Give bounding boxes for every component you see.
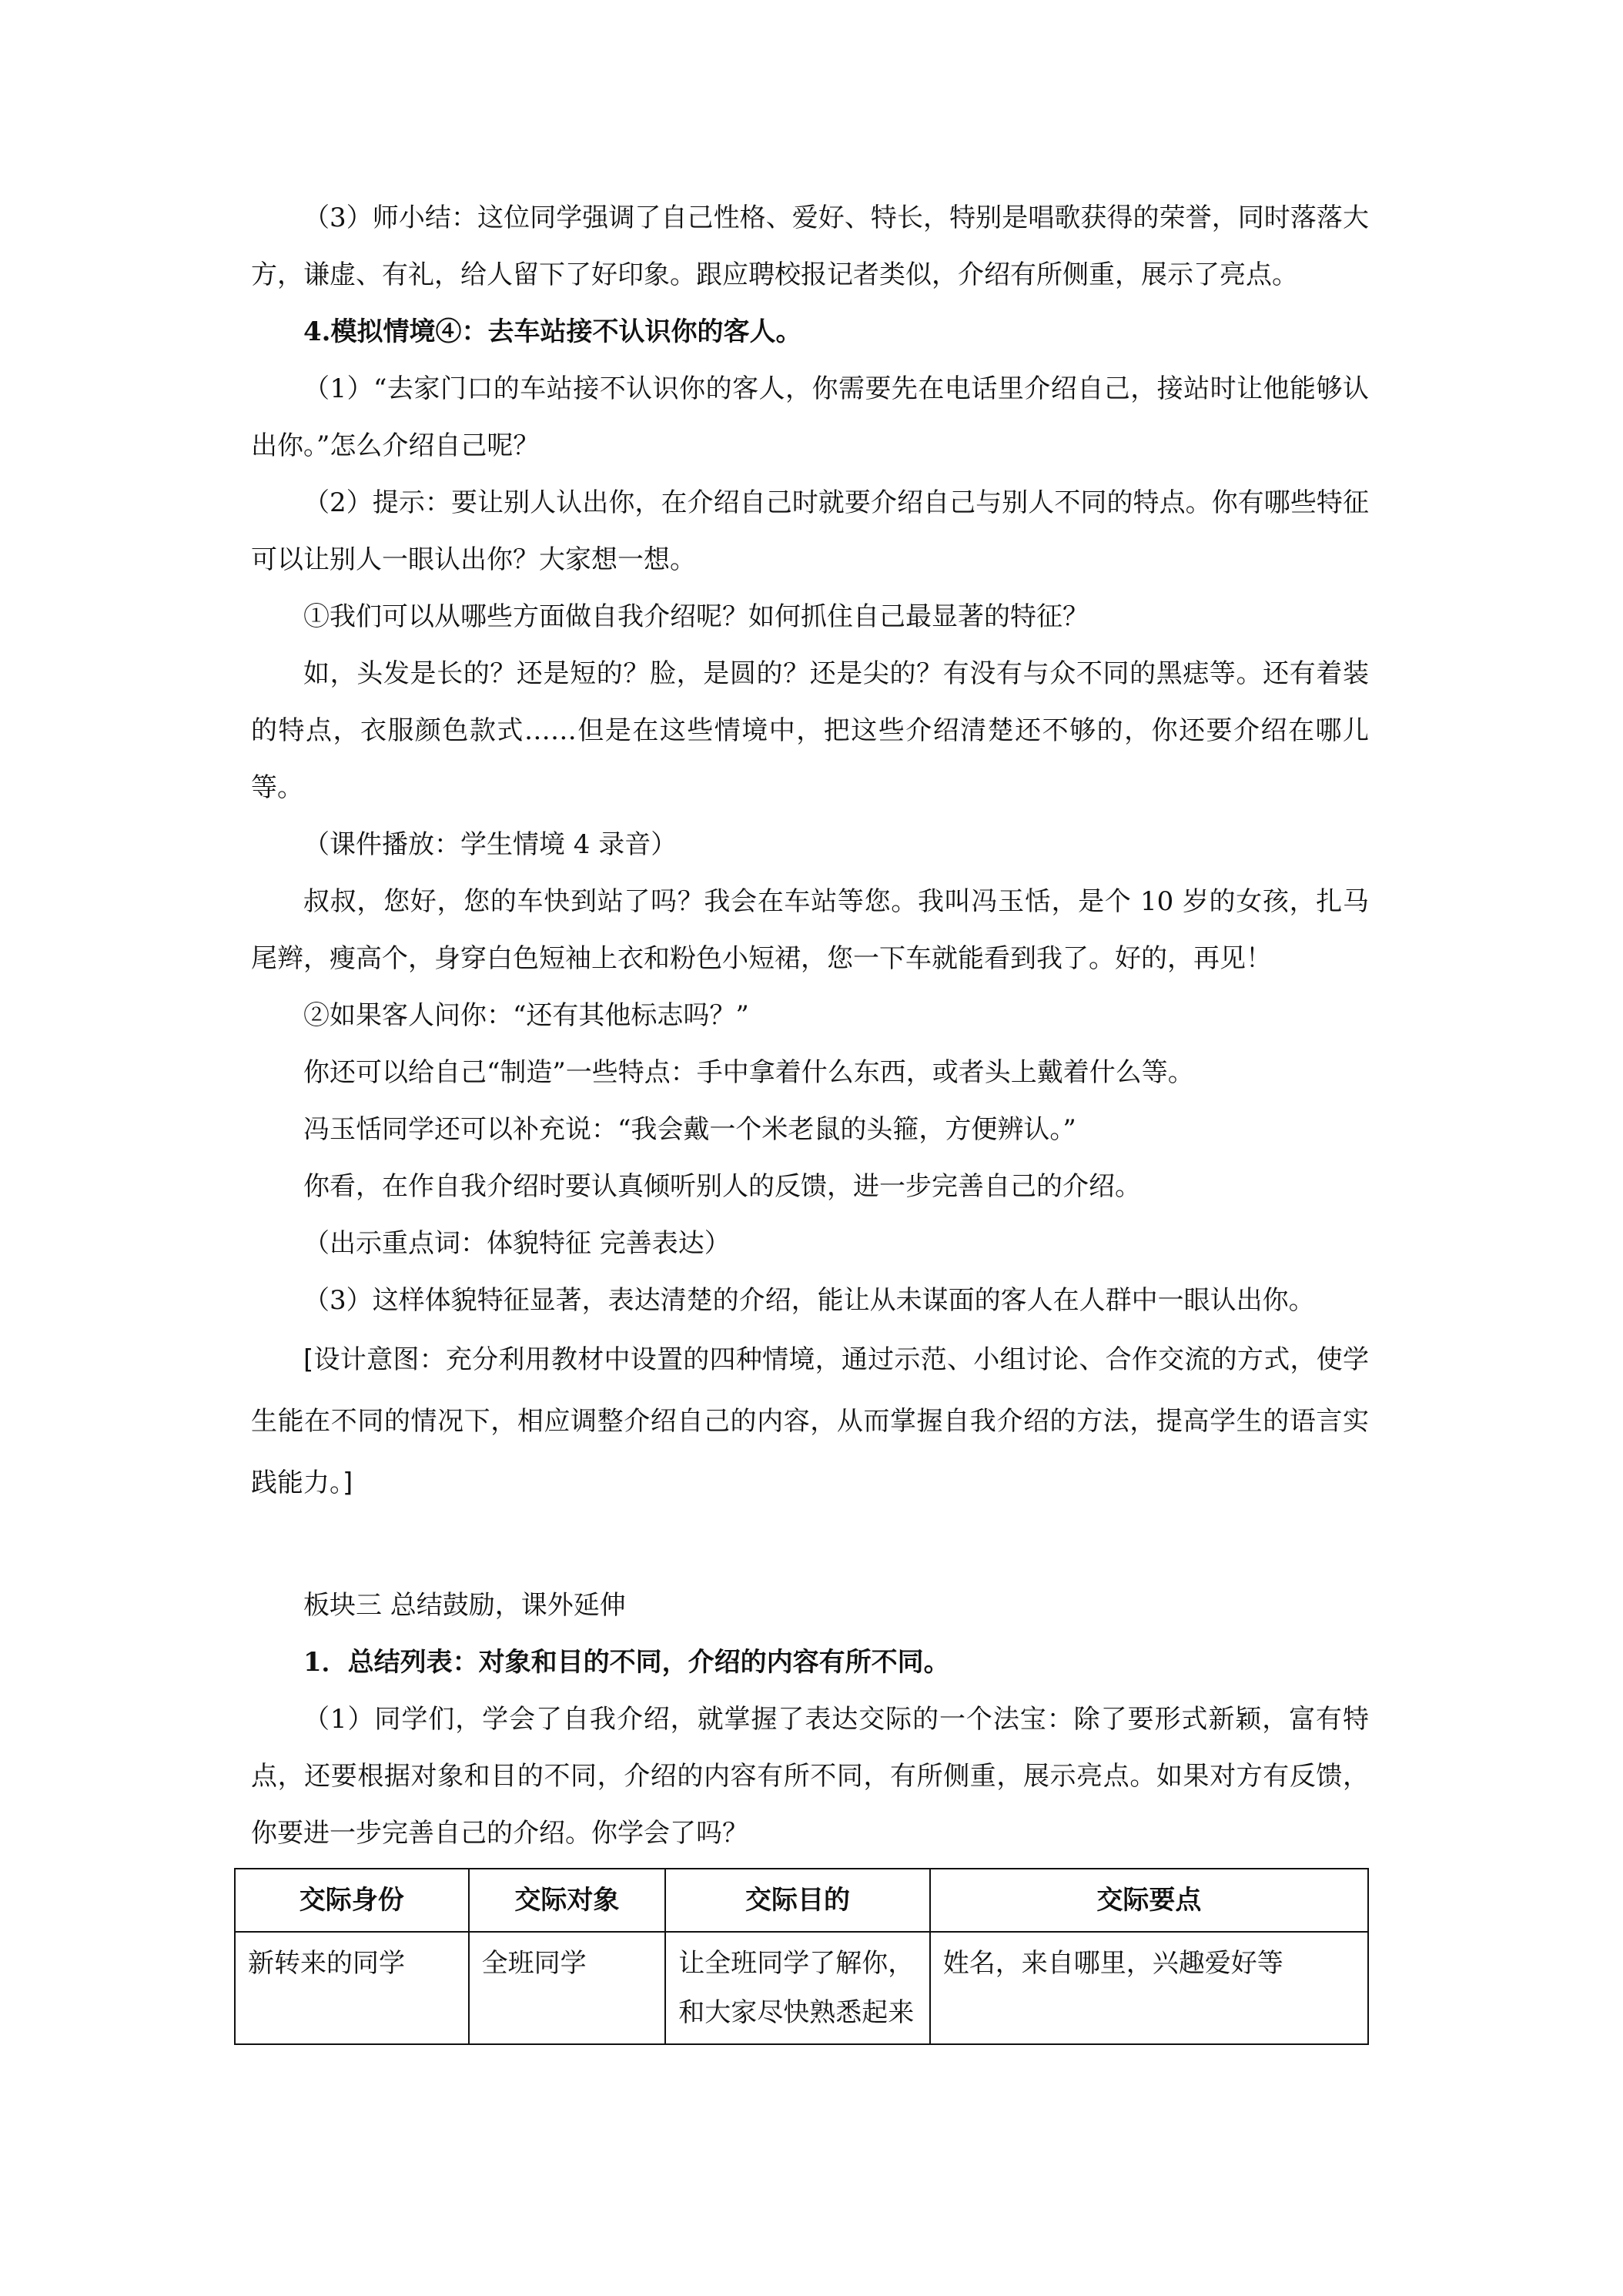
paragraph-point-1: ①我们可以从哪些方面做自我介绍呢？如何抓住自己最显著的特征？ bbox=[303, 601, 1089, 632]
document-body bbox=[248, 189, 1369, 2045]
paragraph-courseware-note: （课件播放：学生情境 4 录音） bbox=[303, 829, 678, 860]
cell-purpose: 让全班同学了解你，和大家尽快熟悉起来 bbox=[665, 1932, 930, 2044]
table-header-row bbox=[235, 1869, 1368, 1932]
paragraph-point-2: ②如果客人问你：“还有其他标志吗？” bbox=[303, 1000, 749, 1031]
header-purpose: 交际目的 bbox=[665, 1869, 930, 1932]
paragraph-hint: （2）提示：要让别人认出你，在介绍自己时就要介绍自己与别人不同的特点。你有哪些特征可以让别人一眼认出你？大家想一想。 bbox=[251, 487, 1369, 575]
section-spacer bbox=[251, 1514, 1369, 1577]
table-row bbox=[235, 1932, 1368, 2044]
paragraph-summary-3: （3）师小结：这位同学强调了自己性格、爱好、特长，特别是唱歌获得的荣誉，同时落落大方，谦虚、有礼，给人留下了好印象。跟应聘校报记者类似，介绍有所侧重，展示了亮点。 bbox=[251, 202, 1369, 290]
cell-identity: 新转来的同学 bbox=[235, 1932, 469, 2044]
header-identity: 交际身份 bbox=[235, 1869, 469, 1932]
paragraph-listen-feedback: 你看，在作自我介绍时要认真倾听别人的反馈，进一步完善自己的介绍。 bbox=[303, 1171, 1141, 1202]
cell-audience: 全班同学 bbox=[469, 1932, 666, 2044]
header-audience: 交际对象 bbox=[469, 1869, 666, 1932]
section-intro: （1）同学们，学会了自我介绍，就掌握了表达交际的一个法宝：除了要形式新颖，富有特点，还要根据对象和目的不同，介绍的内容有所不同，有所侧重，展示亮点。如果对方有反馈，你要进一步完善自己的介绍。你学会了吗？ bbox=[251, 1704, 1369, 1849]
section-subheading: 1．总结列表：对象和目的不同，介绍的内容有所不同。 bbox=[303, 1647, 950, 1678]
design-intent-note: [设计意图：充分利用教材中设置的四种情境，通过示范、小组讨论、合作交流的方式，使学生能在不同的情况下，相应调整介绍自己的内容，从而掌握自我介绍的方法，提高学生的语言实践能力。] bbox=[251, 1344, 1369, 1498]
cell-key-points: 姓名，来自哪里，兴趣爱好等 bbox=[930, 1932, 1368, 2044]
heading-scenario-4: 4.模拟情境④：去车站接不认识你的客人。 bbox=[303, 316, 802, 347]
paragraph-supplement: 冯玉恬同学还可以补充说：“我会戴一个米老鼠的头箍，方便辨认。” bbox=[303, 1114, 1076, 1145]
paragraph-keywords: （出示重点词：体貌特征 完善表达） bbox=[303, 1228, 731, 1259]
header-key-points: 交际要点 bbox=[930, 1869, 1368, 1932]
summary-table bbox=[234, 1868, 1369, 2045]
paragraph-make-features: 你还可以给自己“制造”一些特点：手中拿着什么东西，或者头上戴着什么等。 bbox=[303, 1057, 1194, 1088]
section-heading: 板块三 总结鼓励，课外延伸 bbox=[303, 1590, 626, 1621]
paragraph-scenario-4-question: （1）“去家门口的车站接不认识你的客人，你需要先在电话里介绍自己，接站时让他能够认出你。”怎么介绍自己呢？ bbox=[251, 373, 1369, 461]
paragraph-conclusion-3: （3）这样体貌特征显著，表达清楚的介绍，能让从未谋面的客人在人群中一眼认出你。 bbox=[303, 1285, 1315, 1316]
paragraph-example: 如，头发是长的？还是短的？脸，是圆的？还是尖的？有没有与众不同的黑痣等。还有着装的特点，衣服颜色款式……但是在这些情境中，把这些介绍清楚还不够的，你还要介绍在哪儿等。 bbox=[251, 658, 1369, 803]
paragraph-recording: 叔叔，您好，您的车快到站了吗？我会在车站等您。我叫冯玉恬，是个 10 岁的女孩，扎马尾辫，瘦高个，身穿白色短袖上衣和粉色小短裙，您一下车就能看到我了。好的，再见！ bbox=[251, 886, 1369, 974]
